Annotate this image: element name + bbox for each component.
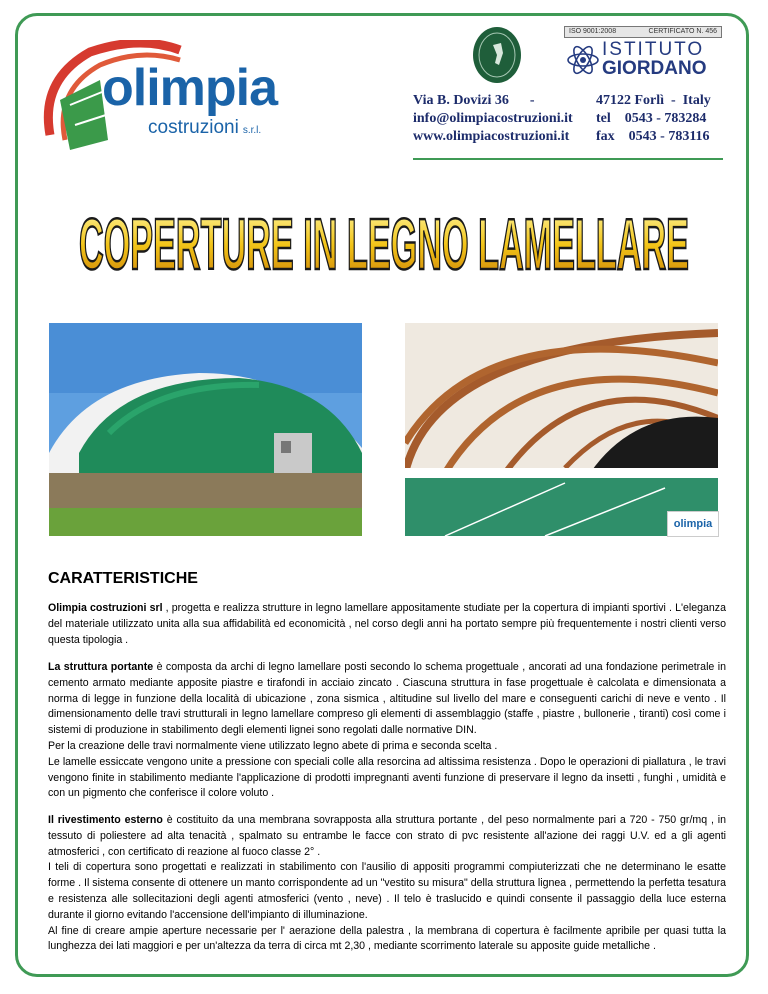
p1-text: , progetta e realizza strutture in legno lamellare appositamente studiate per la copertura di impianti sportivi . L'eleganza del materiale utilizzato unita alla sua affidabilità ed economicità , nel corso degli anni ha portato sempre più frequentemente i nostri clienti verso questa tipologia . — [48, 602, 726, 646]
p2-line3: Le lamelle essiccate vengono unite a pressione con speciali colle alla resorcina ad altissima resistenza . Dopo le operazioni di piallatura , le travi vengono finite in stabilimento mediante l'applicazione di prodotti impregnanti aventi funzione di preservare il legno da insetti , funghi , umidità e con un pigmento che conferisce il colore voluto . — [48, 755, 726, 800]
website-link[interactable]: www.olimpiacostruzioni.it — [413, 129, 570, 144]
paragraph-structure — [48, 660, 726, 802]
institute-line1: ISTITUTO — [602, 39, 705, 60]
dome-interior-photo — [405, 323, 718, 536]
logo-sub-text: costruzioni — [148, 117, 239, 138]
p2-text: è composta da archi di legno lamellare posti secondo lo schema progettuale , ancorati ad una fondazione perimetrale in cemento armato mediante apposite piastre e tirafondi in acciaio zincato . Ciascuna struttura in fase progettuale è calcolata e dimensionata a norma di legge in funzione della località di ubicazione , zona sismica , altitudine sul livello del mare e conseguenti carichi di neve e vento . Il dimensionamento delle travi strutturali in legno lamellare compreso gli elementi di assemblaggio (staffe , piastre , bullonerie , tiranti) così come i sistemi di produzione in stabilimento degli elementi lignei sono regolati dalle normative DIN. — [48, 661, 726, 737]
header-separator — [413, 158, 723, 160]
p3-lead: Il rivestimento esterno — [48, 814, 163, 826]
dome-exterior-photo — [49, 323, 362, 536]
p3-line3: Al fine di creare ampie aperture necessarie per l' aerazione della palestra , la membrana di copertura è facilmente apribile per quasi tutta la lunghezza dei lati maggiori e per un'altezza da terra di circa mt 2,30 , mediante scorrimento laterale su apposite guide metalliche . — [48, 924, 726, 953]
iso-label: ISO 9001:2008 — [569, 28, 617, 35]
p3-text: è costituito da una membrana sovrapposta alla struttura portante , del peso normalmente pari a 720 - 750 gr/mq , in tessuto di poliestere ad alta tenacità , spalmato su entrambe le facce con strato di pvc resistente all'azione dei raggi U.V. ed a gli agenti atmosferici , con certificato di reazione al fuoco classe 2° . — [48, 814, 726, 858]
photo-badge: olimpia — [667, 511, 719, 537]
phone: tel 0543 - 783284 — [596, 111, 707, 126]
institute-line2: GIORDANO — [602, 58, 707, 79]
address: Via B. Dovizi 36 - — [413, 93, 535, 108]
contact-left — [413, 92, 573, 146]
contact-right — [596, 92, 711, 146]
iso-top-bar — [564, 26, 722, 38]
paragraph-intro — [48, 601, 726, 648]
section-heading: CARATTERISTICHE — [48, 570, 198, 587]
p2-lead: La struttura portante — [48, 661, 154, 673]
title-text: COPERTURE IN LEGNO LAMELLARE — [79, 205, 689, 285]
city: 47122 Forlì - Italy — [596, 93, 711, 108]
logo-suffix: s.r.l. — [242, 125, 262, 136]
fax: fax 0543 - 783116 — [596, 129, 710, 144]
company-logo — [30, 40, 290, 160]
p3-line2: I teli di copertura sono progettati e realizzati in stabilimento con l'ausilio di appositi programmi compiuterizzati che ne determinano le esatte forme . Il sistema consente di ottenere un manto corrispondente ad un "vestito su misura" della struttura lignea , permettendo la perfetta tesatura e resistenza alle sollecitazioni degli agenti atmosferici (vento , neve) . Il telo è traslucido e quindi consente il passaggio della luce esterna durante il giorno evitando l'accensione dell'impianto di illuminazione. — [48, 861, 726, 921]
p1-lead: Olimpia costruzioni srl — [48, 602, 163, 614]
accredia-seal-icon — [471, 25, 523, 85]
p2-line2: Per la creazione delle travi normalmente viene utilizzato legno abete di prima e seconda scelta . — [48, 739, 498, 752]
page-title — [70, 183, 698, 291]
logo-subtitle — [148, 117, 261, 139]
iso-certificate — [564, 26, 722, 82]
cert-number: CERTIFICATO N. 456 — [648, 28, 717, 35]
atom-icon — [566, 40, 600, 80]
logo-name: olimpia — [102, 59, 278, 117]
paragraph-covering — [48, 813, 726, 955]
email-link[interactable]: info@olimpiacostruzioni.it — [413, 111, 573, 126]
